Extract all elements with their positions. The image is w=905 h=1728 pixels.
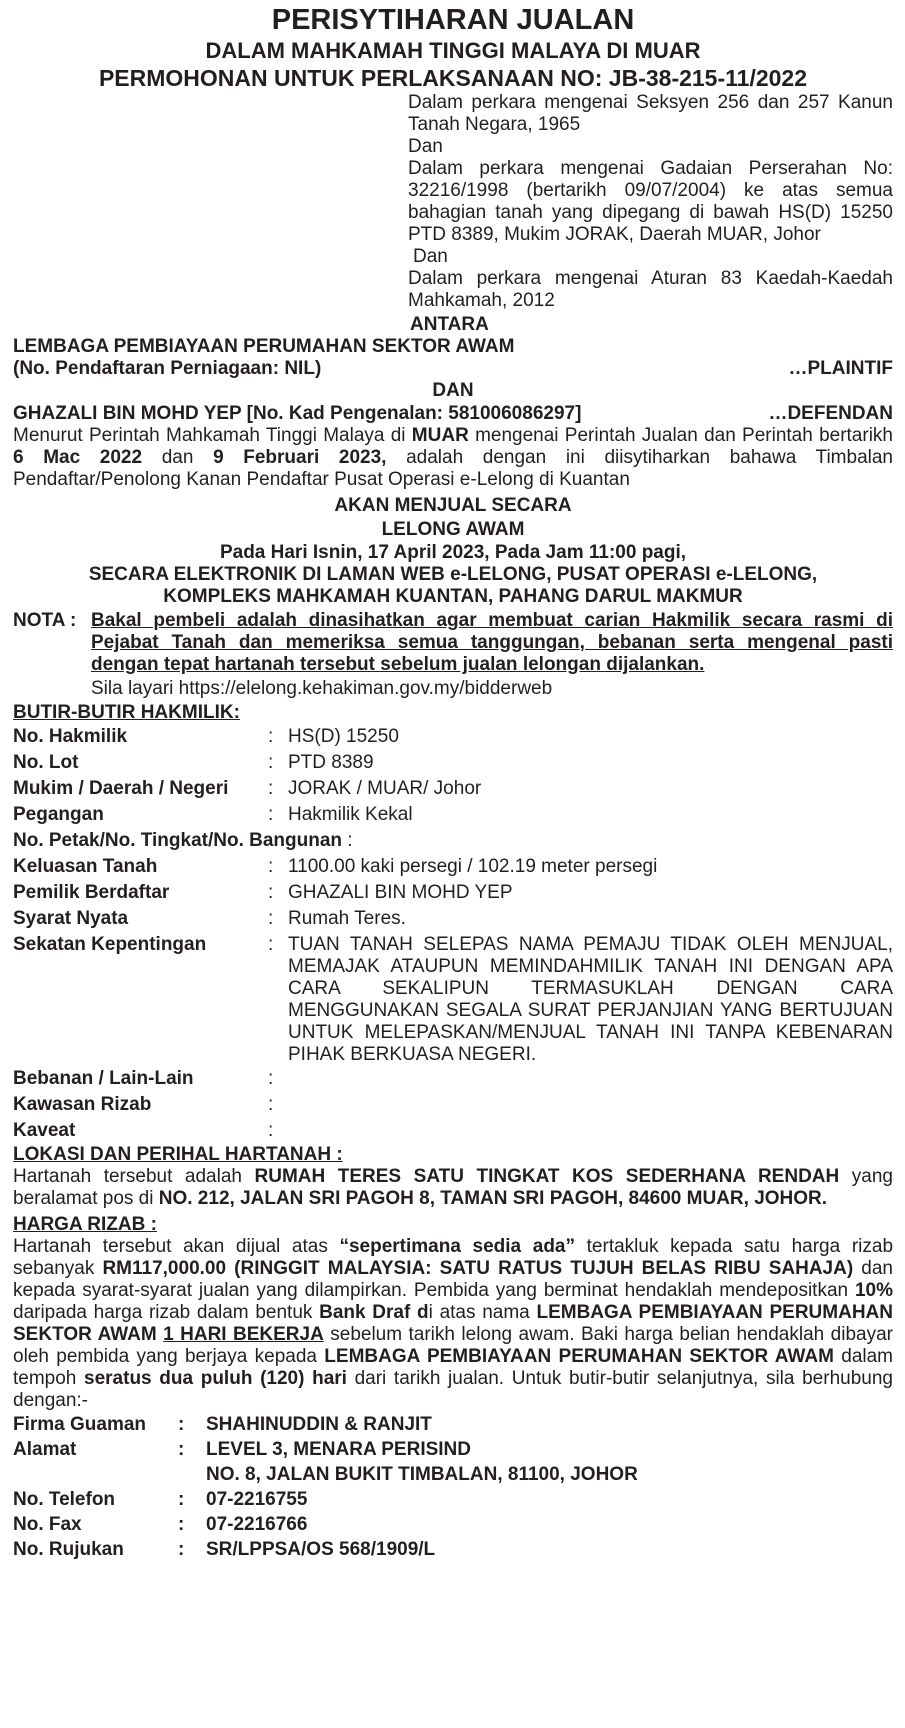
title-row: [13, 750, 893, 776]
auction-venue-1: SECARA ELEKTRONIK DI LAMAN WEB e-LELONG, PUSAT OPERASI e-LELONG,: [88, 564, 818, 585]
property-address: NO. 212, JALAN SRI PAGOH 8, TAMAN SRI PAGOH, 84600 MUAR, JOHOR.: [158, 1188, 828, 1209]
order-text: dan: [142, 447, 214, 468]
colon: :: [268, 1094, 274, 1115]
title-row: [13, 906, 893, 932]
reserve-text: daripada harga rizab dalam bentuk: [13, 1302, 320, 1323]
deposit-percent: 10%: [854, 1280, 893, 1301]
defendant-role: …DEFENDAN: [768, 403, 893, 424]
colon: :: [178, 1539, 185, 1560]
reserve-paragraph: [13, 1236, 893, 1412]
fax-number: 07-2216766: [206, 1514, 308, 1535]
matters-block: [408, 92, 893, 336]
title-value: HS(D) 15250: [288, 726, 399, 747]
contact-row: [13, 1512, 893, 1537]
title-row: [13, 776, 893, 802]
colon: :: [178, 1514, 185, 1535]
auction-date: Pada Hari Isnin, 17 April 2023, Pada Jam 11:00 pagi,: [219, 542, 687, 563]
title-row: [13, 880, 893, 906]
nota-body: [91, 610, 893, 700]
title-label: Kaveat: [13, 1120, 76, 1141]
title-label: Pemilik Berdaftar: [13, 882, 170, 903]
plaintiff-row: [13, 358, 893, 380]
auction-venue-2: KOMPLEKS MAHKAMAH KUANTAN, PAHANG DARUL MAKMUR: [163, 586, 743, 607]
title-value: [288, 1118, 893, 1144]
title-label: No. Lot: [13, 752, 79, 773]
plaintiff-role: …PLAINTIF: [788, 358, 893, 379]
colon: :: [268, 934, 274, 955]
location-text: Hartanah tersebut adalah: [13, 1166, 255, 1187]
reserve-text: sebelum tarikh lelong awam. Baki harga belian hendaklah dibayar oleh pembida yang berjaya kepada: [13, 1324, 893, 1367]
contact-label-empty: [13, 1462, 178, 1487]
one-working-day: 1 HARI BEKERJA: [163, 1324, 324, 1345]
defendant-row: [13, 403, 893, 425]
title-details-heading: BUTIR-BUTIR HAKMILIK:: [13, 702, 240, 723]
reserve-text: dari tarikh jualan. Untuk butir-butir selanjutnya, sila berhubung dengan:-: [13, 1368, 893, 1411]
title-value: [288, 1092, 893, 1118]
contact-row: [13, 1487, 893, 1512]
nota-label: NOTA :: [13, 610, 77, 631]
contact-row: [13, 1462, 893, 1487]
colon: :: [268, 882, 274, 903]
title-row: [13, 1092, 893, 1118]
title-details-table: [13, 724, 893, 828]
payment-period: seratus dua puluh (120) hari: [84, 1368, 347, 1389]
title-label: No. Hakmilik: [13, 726, 128, 747]
law-firm-name: SHAHINUDDIN & RANJIT: [206, 1414, 432, 1435]
colon: :: [268, 804, 274, 825]
address-line-1: LEVEL 3, MENARA PERISIND: [206, 1439, 471, 1460]
reserve-heading: HARGA RIZAB :: [13, 1214, 157, 1235]
auction-line-1: AKAN MENJUAL SECARA: [334, 495, 572, 516]
parties-block: [13, 336, 893, 425]
order-text: mengenai Perintah Jualan dan Perintah bertarikh: [468, 425, 893, 446]
order-date-2: 9 Februari 2023,: [213, 447, 387, 468]
title-value: [288, 1066, 893, 1092]
matter-3: Dalam perkara mengenai Aturan 83 Kaedah-Kaedah Mahkamah, 2012: [408, 268, 893, 311]
reserve-text: dan kepada syarat-syarat jualan yang dilampirkan. Pembida yang berminat hendaklah mendepositkan: [13, 1258, 893, 1301]
reserve-text: tertakluk kepada satu harga rizab sebanyak: [13, 1236, 894, 1279]
reserve-text: i atas nama: [428, 1302, 537, 1323]
defendant-name: GHAZALI BIN MOHD YEP [No. Kad Pengenalan: 581006086297]: [13, 403, 582, 424]
contact-table: [13, 1412, 893, 1562]
nota-block: [13, 610, 893, 700]
plaintiff-name: LEMBAGA PEMBIAYAAN PERUMAHAN SEKTOR AWAM: [13, 336, 515, 357]
colon: :: [268, 1120, 274, 1141]
order-court-place: MUAR: [411, 425, 469, 446]
title-label: Syarat Nyata: [13, 908, 129, 929]
auction-line-2: LELONG AWAM: [381, 519, 525, 540]
title-row: [13, 1118, 893, 1144]
matter-2: Dalam perkara mengenai Gadaian Perserahan No: 32216/1998 (bertarikh 09/07/2004) ke atas semua bahagian tanah yang dipegang di bawah HS(D) 15250 PTD 8389, Mukim JORAK, Daerah MUAR, Johor: [408, 158, 893, 245]
colon: :: [178, 1439, 185, 1460]
bank-draft: Bank Draf d: [319, 1302, 429, 1323]
contact-label: No. Telefon: [13, 1489, 116, 1510]
contact-row: [13, 1537, 893, 1562]
title-details-table-2: [13, 854, 893, 1144]
plaintiff-registration: (No. Pendaftaran Perniagaan: NIL): [13, 358, 322, 379]
order-paragraph: [13, 425, 893, 491]
colon: :: [268, 726, 274, 747]
location-paragraph: [13, 1166, 893, 1210]
title-value: 1100.00 kaki persegi / 102.19 meter persegi: [288, 856, 658, 877]
title-row: [13, 1066, 893, 1092]
colon: :: [268, 908, 274, 929]
title-value: JORAK / MUAR/ Johor: [288, 778, 482, 799]
title-label: Sekatan Kepentingan: [13, 934, 207, 955]
colon: :: [178, 1489, 185, 1510]
auction-block: [13, 494, 893, 608]
matter-conjunction-2: Dan: [413, 246, 448, 267]
payee-name: LEMBAGA PEMBIAYAAN PERUMAHAN SEKTOR AWAM: [324, 1346, 834, 1367]
location-heading: LOKASI DAN PERIHAL HARTANAH :: [13, 1144, 343, 1165]
location-text: yang beralamat pos di: [13, 1166, 893, 1209]
colon: :: [268, 856, 274, 877]
contact-label: Alamat: [13, 1439, 77, 1460]
colon: :: [268, 778, 274, 799]
title-label: No. Petak/No. Tingkat/No. Bangunan: [13, 830, 343, 851]
title-value: GHAZALI BIN MOHD YEP: [288, 882, 513, 903]
contact-label: No. Rujukan: [13, 1539, 124, 1560]
order-text: Menurut Perintah Mahkamah Tinggi Malaya di: [13, 425, 412, 446]
title-row: [13, 854, 893, 880]
colon-empty: [178, 1462, 206, 1487]
title-value: Rumah Teres.: [288, 908, 406, 929]
title-label: Kawasan Rizab: [13, 1094, 152, 1115]
order-date-1: 6 Mac 2022: [13, 447, 143, 468]
application-number: PERMOHONAN UNTUK PERLAKSANAAN NO: JB-38-215-11/2022: [98, 65, 808, 91]
colon: :: [347, 830, 353, 851]
address-line-2: NO. 8, JALAN BUKIT TIMBALAN, 81100, JOHOR: [206, 1464, 638, 1485]
reserve-text: Hartanah tersebut akan dijual atas: [13, 1236, 340, 1257]
reserve-text: dalam tempoh: [13, 1346, 893, 1389]
title-label: Bebanan / Lain-Lain: [13, 1068, 194, 1089]
contact-label: No. Fax: [13, 1514, 82, 1535]
matter-conjunction-1: Dan: [408, 136, 443, 157]
title-row: [13, 932, 893, 1066]
court-name: DALAM MAHKAMAH TINGGI MALAYA DI MUAR: [205, 38, 701, 63]
antara-label: ANTARA: [410, 314, 489, 335]
colon: :: [268, 752, 274, 773]
reserve-as-is: “sepertimana sedia ada”: [339, 1236, 576, 1257]
title-label: Pegangan: [13, 804, 104, 825]
contact-label: Firma Guaman: [13, 1414, 147, 1435]
matter-1: Dalam perkara mengenai Seksyen 256 dan 257 Kanun Tanah Negara, 1965: [408, 92, 893, 135]
title-row: [13, 724, 893, 750]
telephone-number: 07-2216755: [206, 1489, 308, 1510]
payee-name: LEMBAGA PEMBIAYAAN PERUMAHAN SEKTOR AWAM: [13, 1302, 893, 1345]
nota-warning: Bakal pembeli adalah dinasihatkan agar membuat carian Hakmilik secara rasmi di Pejabat Tanah dan memeriksa semua tanggungan, bebanan serta mengenal pasti dengan tepat hartanah tersebut sebelum jualan lelongan dijalankan.: [91, 610, 893, 675]
title-value: PTD 8389: [288, 752, 374, 773]
title-row-petak: [13, 828, 893, 854]
title-label: Mukim / Daerah / Negeri: [13, 778, 229, 799]
nota-link[interactable]: Sila layari https://elelong.kehakiman.gov.my/bidderweb: [91, 678, 553, 699]
title-value: TUAN TANAH SELEPAS NAMA PEMAJU TIDAK OLEH MENJUAL, MEMAJAK ATAUPUN MEMINDAHMILIK TANAH INI DENGAN APA CARA SEKALIPUN TERMASUKLAH DENGAN CARA MENGGUNAKAN SEGALA SURAT PERJANJIAN YANG BERTUJUAN UNTUK MELEPASKAN/MENJUAL TANAH INI TANPA KEBENARAN PIHAK BERKUASA NEGERI.: [288, 934, 893, 1065]
order-text: adalah dengan ini diisytiharkan bahawa Timbalan Pendaftar/Penolong Kanan Pendaftar Pusat Operasi e-Lelong di Kuantan: [13, 447, 893, 490]
title-value: Hakmilik Kekal: [288, 804, 413, 825]
parties-conjunction: DAN: [432, 380, 474, 401]
title-row: [13, 802, 893, 828]
colon: :: [178, 1414, 185, 1435]
property-type: RUMAH TERES SATU TINGKAT KOS SEDERHANA RENDAH: [254, 1166, 840, 1187]
document-title: PERISYTIHARAN JUALAN: [271, 4, 635, 36]
title-label: Keluasan Tanah: [13, 856, 158, 877]
reserve-price: RM117,000.00 (RINGGIT MALAYSIA: SATU RATUS TUJUH BELAS RIBU SAHAJA): [102, 1258, 854, 1279]
contact-row: [13, 1412, 893, 1437]
contact-row: [13, 1437, 893, 1462]
colon: :: [268, 1068, 274, 1089]
reference-number: SR/LPPSA/OS 568/1909/L: [206, 1539, 436, 1560]
